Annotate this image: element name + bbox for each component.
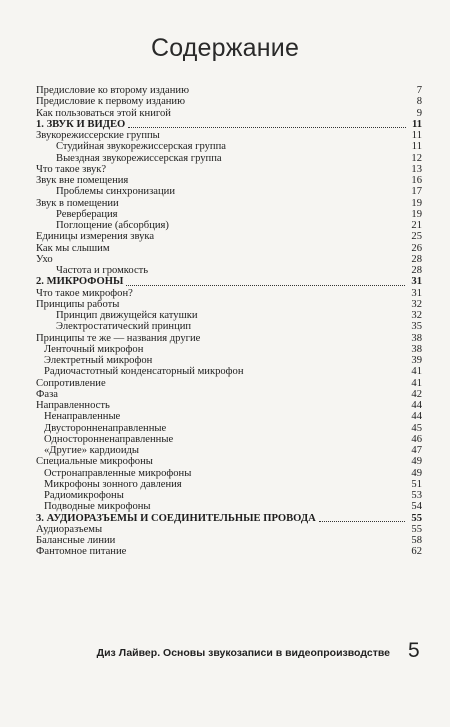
toc-page-number: 28 — [411, 253, 422, 265]
toc-page-number: 31 — [411, 287, 422, 299]
toc-page-number: 32 — [411, 298, 422, 310]
toc-entry-title: Ненаправленные — [44, 411, 121, 423]
toc-page-number: 21 — [411, 220, 422, 231]
table-of-contents — [36, 85, 422, 558]
toc-entry-row — [36, 479, 422, 490]
toc-page-number: 28 — [411, 265, 422, 276]
toc-entry-row — [36, 355, 422, 366]
toc-entry-row — [36, 175, 422, 186]
toc-entry-row — [36, 96, 422, 107]
toc-entry-title: Принципы те же — названия другие — [36, 332, 201, 344]
toc-page-number: 54 — [411, 501, 422, 513]
toc-entry-row — [36, 524, 422, 535]
toc-page-number: 41 — [411, 366, 422, 378]
toc-page-number: 58 — [411, 535, 422, 546]
toc-entry-row — [36, 299, 422, 310]
toc-entry-row — [36, 130, 422, 141]
page-footer — [0, 639, 450, 677]
toc-entry-row — [36, 220, 422, 231]
toc-page-number: 49 — [411, 467, 422, 479]
toc-entry-row — [36, 186, 422, 197]
toc-page-number: 51 — [411, 478, 422, 490]
toc-entry-row — [36, 389, 422, 400]
toc-entry-row — [36, 153, 422, 164]
toc-leader — [128, 126, 406, 128]
toc-entry-row — [36, 108, 422, 119]
toc-entry-row — [36, 400, 422, 411]
toc-entry-row — [36, 468, 422, 479]
toc-page-number: 32 — [411, 310, 422, 321]
toc-entry-title: Поглощение (абсорбция) — [56, 220, 169, 231]
toc-entry-title: Как пользоваться этой книгой — [36, 107, 171, 119]
toc-chapter-row — [36, 276, 422, 287]
toc-entry-title: Что такое звук? — [36, 163, 107, 175]
toc-entry-row — [36, 423, 422, 434]
toc-page-number: 49 — [411, 456, 422, 468]
toc-page-number: 9 — [416, 107, 422, 119]
toc-page-number: 42 — [411, 388, 422, 400]
toc-entry-row — [36, 366, 422, 377]
toc-entry-title: Принцип движущейся катушки — [56, 310, 198, 321]
toc-entry-title: Электростатический принцип — [56, 321, 192, 333]
toc-entry-title: Ленточный микрофон — [44, 343, 144, 355]
toc-entry-row — [36, 310, 422, 321]
toc-page-number: 55 — [411, 512, 422, 524]
toc-chapter-row — [36, 513, 422, 524]
toc-page-number: 55 — [411, 523, 422, 535]
footer-book-title: Диз Лайвер. Основы звукозаписи в видеопроизводстве — [96, 647, 390, 659]
toc-entry-title: Единицы измерения звука — [36, 231, 155, 243]
toc-entry-title: Сопротивление — [36, 377, 106, 389]
toc-entry-title: Ухо — [36, 253, 53, 265]
toc-page-number: 19 — [411, 208, 422, 220]
toc-entry-title: Направленность — [36, 400, 110, 411]
toc-page-number: 44 — [411, 411, 422, 423]
page-number: 5 — [408, 639, 420, 662]
toc-page-number: 35 — [411, 321, 422, 333]
toc-entry-row — [36, 243, 422, 254]
toc-entry-title: Аудиоразъемы — [36, 523, 103, 535]
toc-entry-row — [36, 164, 422, 175]
toc-entry-title: «Другие» кардиоиды — [44, 445, 140, 456]
toc-entry-row — [36, 288, 422, 299]
toc-page-number: 44 — [411, 400, 422, 411]
toc-entry-row — [36, 321, 422, 332]
toc-entry-title: Фантомное питание — [36, 546, 127, 558]
toc-page-number: 46 — [411, 433, 422, 445]
toc-entry-title: Частота и громкость — [56, 265, 149, 276]
toc-entry-title: Как мы слышим — [36, 242, 110, 254]
toc-entry-title: Принципы работы — [36, 298, 120, 310]
toc-entry-row — [36, 546, 422, 557]
toc-entry-title: Микрофоны зонного давления — [44, 478, 182, 490]
toc-page-number: 62 — [411, 546, 422, 558]
toc-entry-title: Балансные линии — [36, 535, 116, 546]
toc-entry-title: Остронаправленные микрофоны — [44, 467, 192, 479]
toc-entry-row — [36, 501, 422, 512]
toc-page-number: 11 — [411, 141, 422, 153]
toc-entry-title: 2. МИКРОФОНЫ — [36, 276, 124, 288]
toc-entry-title: Звукорежиссерские группы — [36, 130, 160, 141]
toc-entry-title: Студийная звукорежиссерская группа — [56, 141, 226, 153]
page-title: Содержание — [150, 34, 300, 62]
toc-entry-title: Выездная звукорежиссерская группа — [56, 152, 222, 164]
toc-entry-title: Радиочастотный конденсаторный микрофон — [44, 366, 244, 378]
toc-entry-row — [36, 254, 422, 265]
toc-page-number: 38 — [411, 332, 422, 344]
toc-page-number: 8 — [416, 96, 422, 108]
toc-page-number: 25 — [411, 231, 422, 243]
toc-page-number: 19 — [411, 197, 422, 209]
toc-entry-row — [36, 344, 422, 355]
toc-entry-row — [36, 85, 422, 96]
toc-entry-title: 1. ЗВУК И ВИДЕО — [36, 118, 126, 130]
toc-entry-title: Двусторонненаправленные — [44, 422, 167, 434]
toc-entry-title: Фаза — [36, 388, 58, 400]
toc-entry-row — [36, 209, 422, 220]
toc-entry-row — [36, 535, 422, 546]
toc-page-number: 11 — [411, 130, 422, 141]
toc-entry-title: Радиомикрофоны — [44, 490, 124, 501]
toc-page-number: 12 — [411, 152, 422, 164]
toc-entry-title: Предисловие к первому изданию — [36, 96, 186, 108]
toc-entry-title: Проблемы синхронизации — [56, 186, 175, 198]
toc-entry-title: 3. АУДИОРАЗЪЕМЫ И СОЕДИНИТЕЛЬНЫЕ ПРОВОДА — [36, 512, 316, 524]
toc-entry-title: Что такое микрофон? — [36, 287, 133, 299]
toc-page-number: 26 — [411, 242, 422, 254]
toc-page-number: 16 — [411, 175, 422, 186]
toc-entry-row — [36, 198, 422, 209]
toc-entry-row — [36, 445, 422, 456]
toc-page-number: 17 — [411, 186, 422, 198]
toc-page-number: 47 — [411, 445, 422, 456]
toc-entry-title: Электретный микрофон — [44, 355, 153, 366]
toc-page-number: 31 — [411, 276, 422, 288]
toc-leader — [319, 520, 406, 522]
toc-chapter-row — [36, 119, 422, 130]
toc-page-number: 38 — [411, 343, 422, 355]
toc-entry-row — [36, 490, 422, 501]
toc-entry-row — [36, 333, 422, 344]
toc-entry-row — [36, 231, 422, 242]
toc-entry-title: Звук вне помещения — [36, 175, 129, 186]
toc-entry-title: Предисловие ко второму изданию — [36, 85, 190, 96]
toc-leader — [126, 284, 405, 286]
toc-entry-title: Односторонненаправленные — [44, 433, 174, 445]
toc-page-number: 41 — [411, 377, 422, 389]
toc-entry-row — [36, 141, 422, 152]
toc-page-number: 53 — [411, 490, 422, 501]
toc-entry-title: Реверберация — [56, 208, 118, 220]
toc-entry-row — [36, 434, 422, 445]
toc-page-number: 11 — [411, 118, 422, 130]
toc-page-number: 7 — [416, 85, 422, 96]
toc-page-number: 45 — [411, 422, 422, 434]
toc-entry-title: Подводные микрофоны — [44, 501, 151, 513]
toc-entry-row — [36, 378, 422, 389]
toc-entry-title: Звук в помещении — [36, 197, 119, 209]
toc-entry-row — [36, 411, 422, 422]
toc-entry-row — [36, 456, 422, 467]
toc-entry-title: Специальные микрофоны — [36, 456, 153, 468]
toc-entry-row — [36, 265, 422, 276]
toc-page-number: 13 — [411, 163, 422, 175]
toc-page-number: 39 — [411, 355, 422, 366]
